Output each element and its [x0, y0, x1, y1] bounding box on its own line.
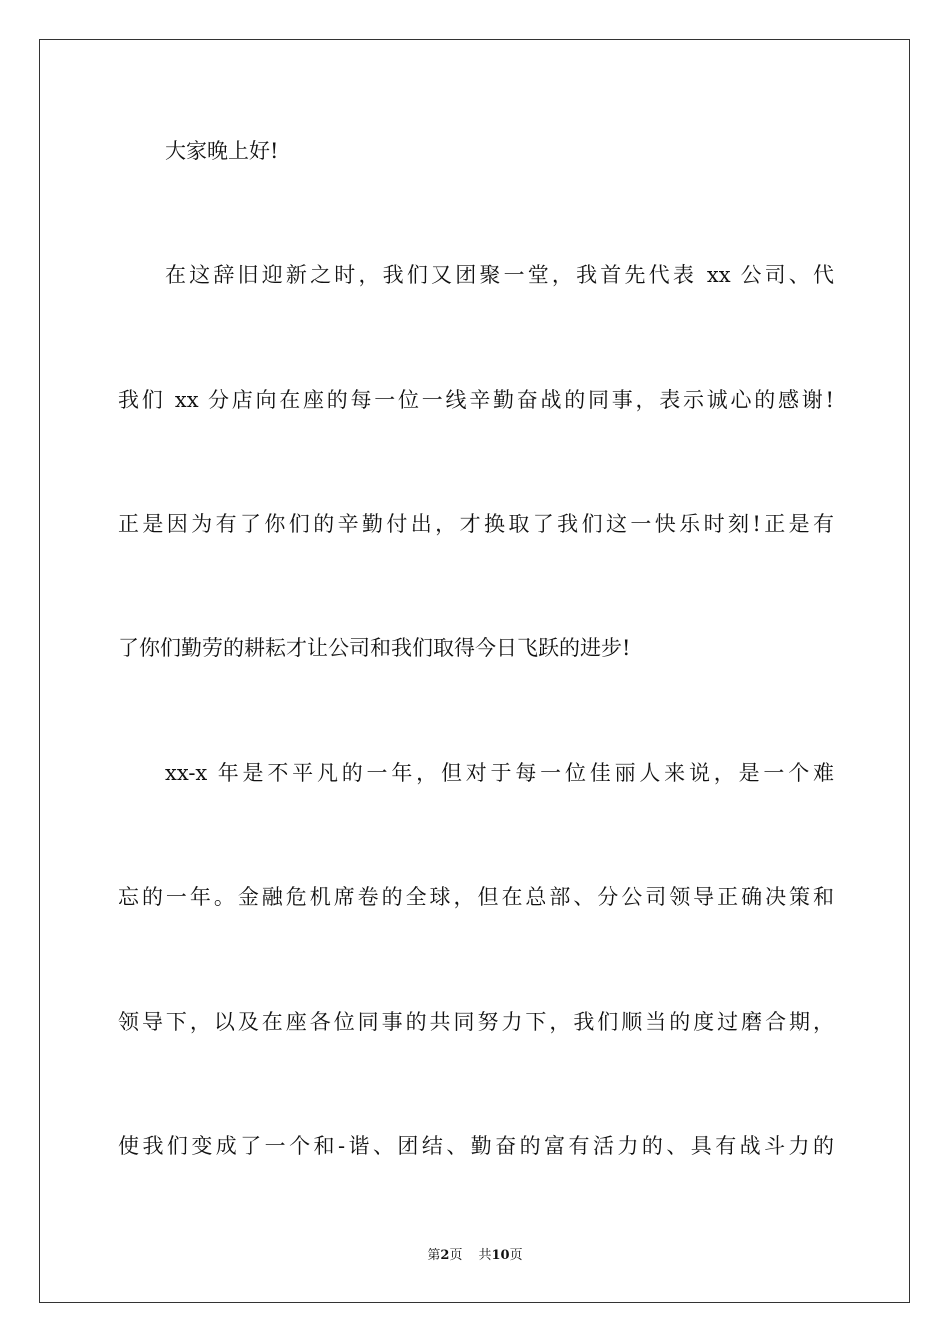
page-number: 2 [440, 1248, 450, 1263]
page-footer [0, 1246, 950, 1266]
text-line-5: 了你们勤劳的耕耘才让公司和我们取得今日飞跃的进步! [118, 636, 631, 660]
text-line-4: 正是因为有了你们的辛勤付出，才换取了我们这一快乐时刻!正是有 [118, 512, 834, 536]
total-suffix: 页 [509, 1248, 523, 1263]
page-prefix: 第 [427, 1248, 441, 1263]
total-prefix: 共 [478, 1248, 492, 1263]
page-border [39, 39, 910, 1303]
total-pages: 10 [491, 1248, 510, 1263]
text-line-1: 大家晚上好! [165, 139, 279, 163]
text-line-7: 忘的一年。金融危机席卷的全球，但在总部、分公司领导正确决策和 [118, 885, 834, 909]
text-line-3: 我们 xx 分店向在座的每一位一线辛勤奋战的同事，表示诚心的感谢! [118, 388, 834, 412]
text-line-6: xx-x 年是不平凡的一年，但对于每一位佳丽人来说，是一个难 [165, 761, 834, 785]
text-line-8: 领导下，以及在座各位同事的共同努力下，我们顺当的度过磨合期， [118, 1010, 834, 1034]
text-line-9: 使我们变成了一个和-谐、团结、勤奋的富有活力的、具有战斗力的 [118, 1134, 834, 1158]
text-line-2: 在这辞旧迎新之时，我们又团聚一堂，我首先代表 xx 公司、代 [165, 263, 834, 287]
page-suffix: 页 [449, 1248, 463, 1263]
